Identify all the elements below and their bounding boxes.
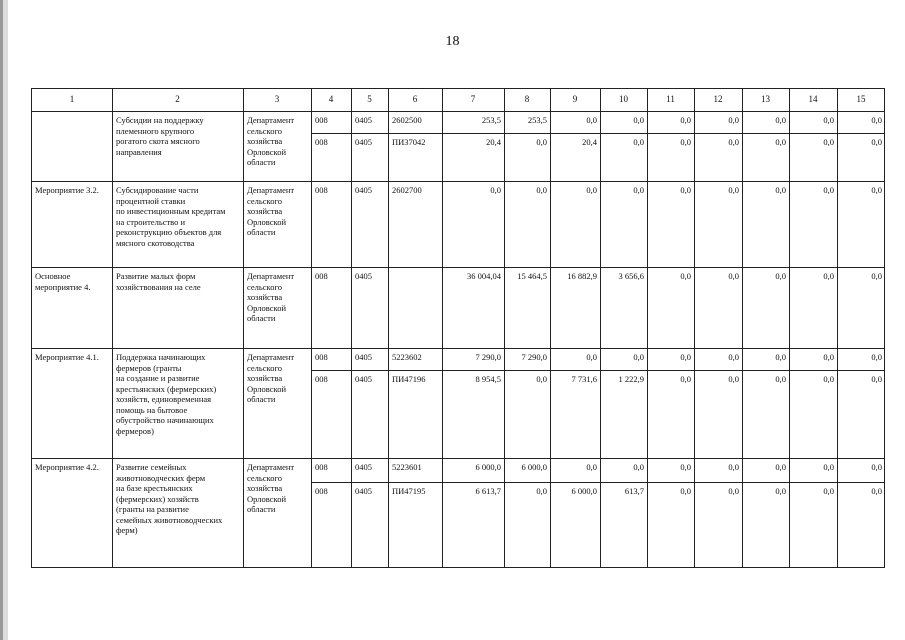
cell-csr: ПИ47196	[392, 374, 426, 384]
cell-rzpr: 0405	[355, 486, 372, 496]
cell-value: 6 000,0	[521, 462, 547, 472]
cell-value: 0,0	[871, 185, 882, 195]
column-header: 6	[412, 94, 418, 104]
cell-value: 20,4	[486, 137, 501, 147]
column-header: 7	[470, 94, 476, 104]
cell-value: 0,0	[633, 462, 644, 472]
column-header: 4	[328, 94, 334, 104]
column-divider	[351, 89, 352, 567]
cell-value: 0,0	[680, 115, 691, 125]
cell-value: 0,0	[680, 374, 691, 384]
cell-value: 0,0	[728, 352, 739, 362]
cell-value: 20,4	[582, 137, 597, 147]
cell-grbs: 008	[315, 374, 328, 384]
cell-value: 0,0	[536, 137, 547, 147]
cell-value: 0,0	[823, 374, 834, 384]
cell-value: 0,0	[775, 115, 786, 125]
cell-value: 0,0	[728, 486, 739, 496]
scan-edge-dark	[0, 0, 3, 640]
row-label: Основное мероприятие 4.	[35, 271, 91, 292]
cell-grbs: 008	[315, 185, 328, 195]
sub-row-divider	[311, 370, 885, 371]
cell-value: 0,0	[823, 115, 834, 125]
row-divider	[32, 181, 884, 182]
cell-value: 0,0	[633, 137, 644, 147]
row-divider	[32, 111, 884, 112]
cell-value: 7 290,0	[475, 352, 501, 362]
cell-value: 0,0	[633, 185, 644, 195]
row-description: Развитие семейных животноводческих ферм на базе крестьянских (фермерских) хозяйств (гранты на развитие семейных животноводческих ферм)	[116, 462, 223, 535]
cell-rzpr: 0405	[355, 115, 372, 125]
cell-value: 0,0	[871, 137, 882, 147]
row-department: Департамент сельского хозяйства Орловской области	[247, 462, 295, 514]
row-divider	[32, 348, 884, 349]
cell-value: 0,0	[536, 486, 547, 496]
cell-value: 0,0	[775, 352, 786, 362]
cell-value: 0,0	[680, 271, 691, 281]
cell-value: 0,0	[680, 137, 691, 147]
cell-value: 0,0	[728, 137, 739, 147]
cell-value: 0,0	[680, 185, 691, 195]
cell-value: 0,0	[680, 486, 691, 496]
cell-value: 0,0	[775, 374, 786, 384]
cell-value: 0,0	[490, 185, 501, 195]
cell-rzpr: 0405	[355, 185, 372, 195]
row-department: Департамент сельского хозяйства Орловской области	[247, 271, 295, 323]
cell-value: 0,0	[586, 185, 597, 195]
cell-value: 0,0	[728, 374, 739, 384]
row-department: Департамент сельского хозяйства Орловской области	[247, 115, 295, 167]
cell-csr: 5223601	[392, 462, 422, 472]
cell-value: 0,0	[728, 115, 739, 125]
cell-value: 0,0	[536, 374, 547, 384]
column-header: 9	[572, 94, 578, 104]
column-header: 11	[666, 94, 675, 104]
cell-value: 0,0	[823, 352, 834, 362]
column-divider	[112, 89, 113, 567]
row-department: Департамент сельского хозяйства Орловской области	[247, 185, 295, 237]
cell-csr: 5223602	[392, 352, 422, 362]
cell-value: 0,0	[775, 137, 786, 147]
cell-value: 0,0	[871, 352, 882, 362]
cell-value: 0,0	[680, 352, 691, 362]
cell-value: 6 000,0	[475, 462, 501, 472]
budget-table	[31, 88, 885, 568]
cell-value: 0,0	[586, 462, 597, 472]
cell-value: 0,0	[633, 352, 644, 362]
cell-rzpr: 0405	[355, 462, 372, 472]
cell-value: 36 004,04	[467, 271, 501, 281]
column-divider	[388, 89, 389, 567]
cell-value: 8 954,5	[475, 374, 501, 384]
cell-grbs: 008	[315, 271, 328, 281]
cell-csr: ПИ47195	[392, 486, 426, 496]
cell-rzpr: 0405	[355, 374, 372, 384]
cell-value: 0,0	[775, 486, 786, 496]
row-description: Субсидии на поддержку племенного крупного рогатого скота мясного направления	[116, 115, 204, 157]
cell-value: 0,0	[871, 486, 882, 496]
cell-value: 0,0	[823, 271, 834, 281]
cell-rzpr: 0405	[355, 137, 372, 147]
row-label: Мероприятие 4.1.	[35, 352, 99, 362]
row-divider	[32, 267, 884, 268]
cell-value: 0,0	[871, 374, 882, 384]
cell-grbs: 008	[315, 137, 328, 147]
cell-rzpr: 0405	[355, 352, 372, 362]
column-header: 15	[856, 94, 866, 104]
cell-value: 3 656,6	[618, 271, 644, 281]
cell-value: 6 000,0	[571, 486, 597, 496]
cell-value: 0,0	[775, 462, 786, 472]
cell-value: 7 290,0	[521, 352, 547, 362]
cell-value: 0,0	[633, 115, 644, 125]
cell-value: 0,0	[823, 486, 834, 496]
cell-grbs: 008	[315, 115, 328, 125]
cell-value: 0,0	[536, 185, 547, 195]
cell-value: 1 222,9	[618, 374, 644, 384]
column-divider	[311, 89, 312, 567]
cell-grbs: 008	[315, 352, 328, 362]
cell-value: 6 613,7	[475, 486, 501, 496]
cell-grbs: 008	[315, 486, 328, 496]
cell-value: 0,0	[680, 462, 691, 472]
cell-value: 15 464,5	[517, 271, 547, 281]
column-header: 1	[69, 94, 75, 104]
cell-value: 613,7	[624, 486, 644, 496]
cell-value: 0,0	[823, 137, 834, 147]
column-header: 13	[761, 94, 770, 104]
cell-rzpr: 0405	[355, 271, 372, 281]
column-header: 14	[808, 94, 818, 104]
row-label: Мероприятие 3.2.	[35, 185, 99, 195]
cell-grbs: 008	[315, 462, 328, 472]
cell-value: 0,0	[586, 352, 597, 362]
cell-value: 0,0	[775, 271, 786, 281]
cell-value: 0,0	[871, 271, 882, 281]
cell-value: 0,0	[823, 185, 834, 195]
sub-row-divider	[311, 133, 885, 134]
column-header: 5	[367, 94, 372, 104]
sub-row-divider	[311, 482, 885, 483]
row-divider	[32, 458, 884, 459]
row-description: Субсидирование части процентной ставки по инвестиционным кредитам на строительство и реконструкцию объектов для мясного скотоводства	[116, 185, 226, 248]
cell-csr: 2602700	[392, 185, 422, 195]
cell-value: 0,0	[728, 185, 739, 195]
column-header: 3	[274, 94, 280, 104]
cell-value: 0,0	[728, 271, 739, 281]
row-label: Мероприятие 4.2.	[35, 462, 99, 472]
cell-csr: 2602500	[392, 115, 422, 125]
column-header: 2	[175, 94, 180, 104]
cell-value: 7 731,6	[571, 374, 597, 384]
row-description: Развитие малых форм хозяйствования на селе	[116, 271, 201, 292]
column-header: 8	[524, 94, 530, 104]
cell-value: 253,5	[527, 115, 547, 125]
cell-value: 0,0	[823, 462, 834, 472]
cell-value: 0,0	[586, 115, 597, 125]
cell-value: 0,0	[775, 185, 786, 195]
cell-value: 0,0	[728, 462, 739, 472]
row-department: Департамент сельского хозяйства Орловской области	[247, 352, 295, 404]
column-header: 10	[619, 94, 628, 104]
cell-value: 0,0	[871, 462, 882, 472]
row-description: Поддержка начинающих фермеров (гранты на создание и развитие крестьянских (фермерских) хозяйств, единовременная помощь на бытовое обустройство начинающих фермеров)	[116, 352, 217, 436]
page-number: 18	[445, 34, 460, 49]
cell-csr: ПИ37042	[392, 137, 426, 147]
column-header: 12	[713, 94, 723, 104]
cell-value: 253,5	[481, 115, 501, 125]
cell-value: 16 882,9	[567, 271, 597, 281]
cell-value: 0,0	[871, 115, 882, 125]
